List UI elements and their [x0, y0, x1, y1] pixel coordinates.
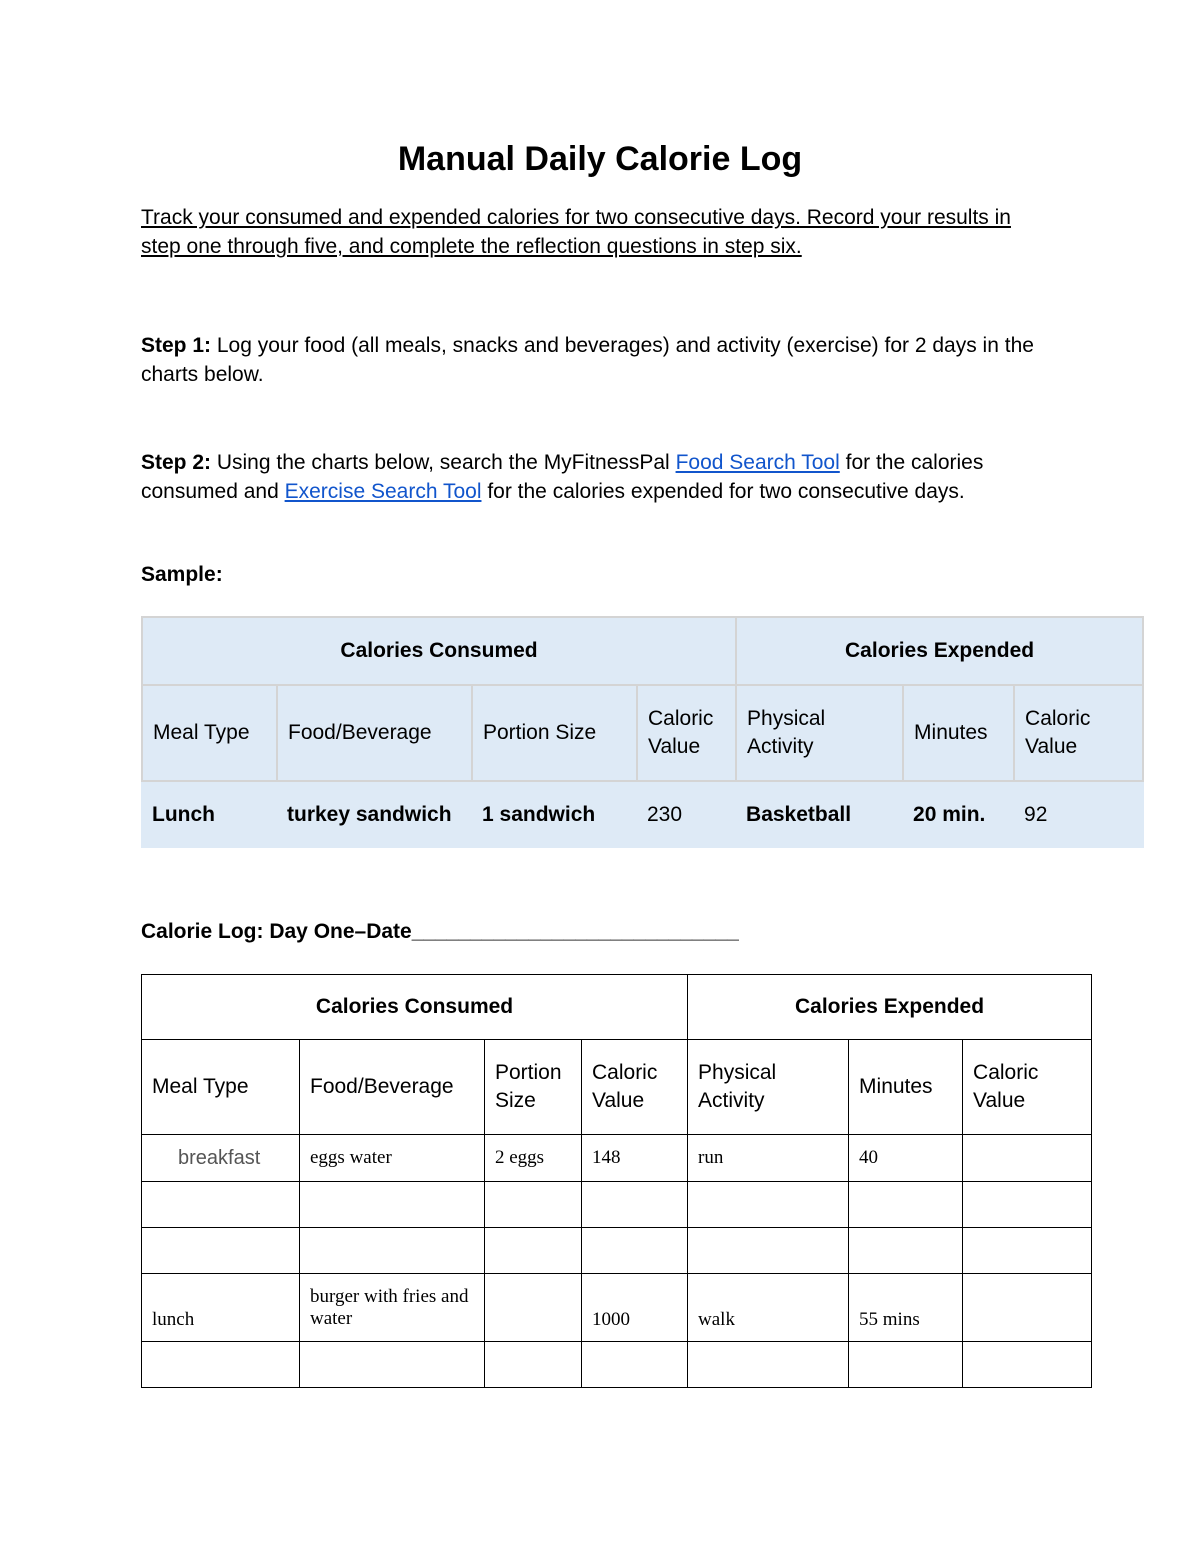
sample-table: [141, 616, 1144, 848]
table-cell[interactable]: [485, 1182, 582, 1228]
sample-row: [142, 781, 1143, 848]
sample-calories-consumed-header: Calories Consumed: [142, 617, 736, 685]
table-cell[interactable]: eggs water: [300, 1135, 485, 1182]
step-2-text-c: for the calories expended for two consecutive days.: [481, 480, 965, 503]
table-row: [142, 1274, 1092, 1342]
sample-calories-expended-header: Calories Expended: [736, 617, 1143, 685]
table-cell: 92: [1014, 781, 1143, 848]
table-cell[interactable]: burger with fries and water: [300, 1274, 485, 1342]
table-cell[interactable]: 55 mins: [849, 1274, 963, 1342]
table-cell[interactable]: [485, 1342, 582, 1388]
table-cell[interactable]: [300, 1342, 485, 1388]
step-2-text-b: for the calories consumed and: [141, 451, 984, 503]
step-2-text-a: Using the charts below, search the MyFitnessPal: [211, 451, 676, 474]
table-cell[interactable]: [142, 1182, 300, 1228]
table-cell: Lunch: [142, 781, 277, 848]
column-header: Minutes: [903, 685, 1014, 781]
column-header: Meal Type: [142, 1040, 300, 1135]
column-header: Caloric Value: [637, 685, 736, 781]
column-header: Food/Beverage: [277, 685, 472, 781]
table-row: [142, 1228, 1092, 1274]
table-cell[interactable]: [688, 1342, 849, 1388]
table-cell[interactable]: [849, 1228, 963, 1274]
table-cell[interactable]: [142, 1228, 300, 1274]
table-cell[interactable]: walk: [688, 1274, 849, 1342]
table-cell[interactable]: 40: [849, 1135, 963, 1182]
table-cell[interactable]: [849, 1182, 963, 1228]
sample-label: Sample:: [141, 563, 223, 586]
day-one-heading: Calorie Log: Day One–Date____________________________: [141, 920, 739, 943]
table-cell[interactable]: [963, 1182, 1092, 1228]
column-header: Physical Activity: [688, 1040, 849, 1135]
table-cell[interactable]: [963, 1228, 1092, 1274]
table-cell[interactable]: run: [688, 1135, 849, 1182]
table-cell[interactable]: [963, 1135, 1092, 1182]
table-row: [142, 1182, 1092, 1228]
table-cell[interactable]: [300, 1228, 485, 1274]
table-row: [142, 1342, 1092, 1388]
exercise-search-tool-link[interactable]: Exercise Search Tool: [284, 480, 482, 503]
table-cell[interactable]: 1000: [582, 1274, 688, 1342]
step-2-label: Step 2:: [141, 451, 212, 474]
table-cell[interactable]: [582, 1182, 688, 1228]
table-row: [142, 1135, 1092, 1182]
sample-group-header-row: [142, 617, 1143, 685]
table-cell[interactable]: [963, 1342, 1092, 1388]
table-cell[interactable]: lunch: [142, 1274, 300, 1342]
column-header: Minutes: [849, 1040, 963, 1135]
table-cell[interactable]: 148: [582, 1135, 688, 1182]
table-cell[interactable]: [142, 1342, 300, 1388]
table-cell[interactable]: [688, 1228, 849, 1274]
log-column-header-row: [142, 1040, 1092, 1135]
step-1-text: Log your food (all meals, snacks and beverages) and activity (exercise) for 2 days in the charts below.: [141, 334, 1034, 386]
table-cell[interactable]: [485, 1228, 582, 1274]
day-one-log-table: [141, 974, 1092, 1388]
step-1: [141, 331, 1041, 389]
table-cell: 20 min.: [903, 781, 1014, 848]
table-cell: Basketball: [736, 781, 903, 848]
log-calories-expended-header: Calories Expended: [688, 975, 1092, 1040]
table-cell: 230: [637, 781, 736, 848]
food-search-tool-link[interactable]: Food Search Tool: [675, 451, 840, 474]
log-calories-consumed-header: Calories Consumed: [142, 975, 688, 1040]
table-cell[interactable]: [582, 1228, 688, 1274]
step-1-label: Step 1:: [141, 334, 212, 357]
table-cell[interactable]: [963, 1274, 1092, 1342]
column-header: Physical Activity: [736, 685, 903, 781]
column-header: Portion Size: [485, 1040, 582, 1135]
table-cell[interactable]: [300, 1182, 485, 1228]
column-header: Caloric Value: [1014, 685, 1143, 781]
table-cell: 1 sandwich: [472, 781, 637, 848]
table-cell: turkey sandwich: [277, 781, 472, 848]
column-header: Caloric Value: [582, 1040, 688, 1135]
intro-text: Track your consumed and expended calories for two consecutive days. Record your results in step one through five, and complete the reflection questions in step six.: [141, 206, 1011, 258]
table-cell[interactable]: 2 eggs: [485, 1135, 582, 1182]
column-header: Caloric Value: [963, 1040, 1092, 1135]
table-cell[interactable]: breakfast: [142, 1135, 300, 1182]
table-cell[interactable]: [582, 1342, 688, 1388]
table-cell[interactable]: [688, 1182, 849, 1228]
column-header: Meal Type: [142, 685, 277, 781]
column-header: Food/Beverage: [300, 1040, 485, 1135]
column-header: Portion Size: [472, 685, 637, 781]
log-group-header-row: [142, 975, 1092, 1040]
document-title: Manual Daily Calorie Log: [397, 140, 803, 178]
table-cell[interactable]: [849, 1342, 963, 1388]
table-cell[interactable]: [485, 1274, 582, 1342]
step-2: [141, 448, 1041, 506]
sample-column-header-row: [142, 685, 1143, 781]
